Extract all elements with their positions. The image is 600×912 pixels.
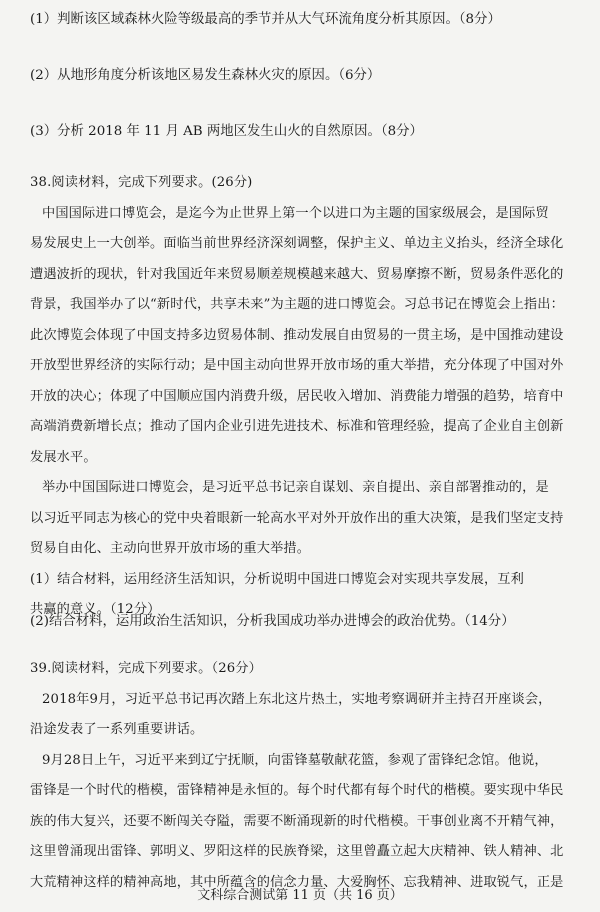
q38-material-line: 贸易自由化、主动向世界开放市场的重大举措。 (30, 541, 311, 556)
q38-material-line: 背景，我国举办了以“新时代，共享未来”为主题的进口博览会。习总书记在博览会上指出： (30, 297, 564, 312)
question-39-heading: 39.阅读材料，完成下列要求。（26分） (30, 661, 262, 676)
q38-material-line: 开放型世界经济的实际行动；是中国主动向世界开放市场的重大举措，充分体现了中国对外 (30, 358, 564, 373)
q38-material-line: 举办中国国际进口博览会，是习近平总书记亲自谋划、亲自提出、亲自部署推动的，是 (42, 480, 549, 495)
page-footer: 文科综合测试第 11 页（共 16 页） (197, 888, 403, 903)
q39-material-line: 沿途发表了一系列重要讲话。 (30, 722, 204, 737)
question-37-1: (1）判断该区域森林火险等级最高的季节并从大气环流角度分析其原因。（8分） (30, 12, 501, 27)
question-38-2: (2)结合材料，运用政治生活知识，分析我国成功举办进博会的政治优势。（14分） (30, 614, 515, 629)
question-38-heading: 38.阅读材料，完成下列要求。(26分) (30, 175, 253, 190)
question-37-3: (3）分析 2018 年 11 月 AB 两地区发生山火的自然原因。（8分） (30, 124, 423, 139)
question-38 (30, 168, 578, 626)
q38-material-line: 发展水平。 (30, 449, 97, 465)
question-39 (30, 654, 578, 898)
q38-material-line: 易发展史上一大创举。面临当前世界经济深刻调整，保护主义、单边主义抬头，经济全球化 (30, 236, 564, 251)
q38-material-line: 此次博览会体现了中国支持多边贸易体制、推动发展自由贸易的一贯主场，是中国推动建设 (30, 327, 564, 343)
q38-material-line: 遭遇波折的现状，针对我国近年来贸易顺差规模越来越大、贸易摩擦不断，贸易条件恶化的 (30, 266, 564, 282)
q38-material-line: 以习近平同志为核心的党中央着眼新一轮高水平对外开放作出的重大决策，是我们坚定支持 (30, 510, 564, 526)
question-37-2: (2）从地形角度分析该地区易发生森林火灾的原因。（6分） (30, 68, 381, 83)
q39-material-line: 9月28日上午，习近平来到辽宁抚顺，向雷锋墓敬献花篮，参观了雷锋纪念馆。他说， (42, 752, 548, 768)
q39-material-line: 族的伟大复兴，还要不断闯关夺隘，需要不断涌现新的时代楷模。干事创业离不开精气神， (30, 813, 564, 829)
q39-material-line: 雷锋是一个时代的楷模，雷锋精神是永恒的。每个时代都有每个时代的楷模。要实现中华民 (30, 783, 564, 798)
q39-material-line: 2018年9月，习近平总书记再次踏上东北这片热土，实地考察调研并主持召开座谈会， (42, 691, 552, 707)
q38-material-line: 高端消费新增长点；推动了国内企业引进先进技术、标准和管理经验，提高了企业自主创新 (30, 419, 564, 434)
q39-material-line: 这里曾涌现出雷锋、郭明义、罗阳这样的民族脊梁，这里曾矗立起大庆精神、铁人精神、北 (30, 844, 564, 859)
q38-material-line: 中国国际进口博览会，是迄今为止世界上第一个以进口为主题的国家级展会，是国际贸 (42, 205, 549, 221)
q39-material-line: 大荒精神这样的精神高地，其中所蕴含的信念力量、大爱胸怀、忘我精神、进取锐气，正是 (30, 874, 564, 890)
question-38-1-cont: 共赢的意义。（12分） (30, 602, 161, 617)
q38-material-line: 开放的决心；体现了中国顺应国内消费升级，居民收入增加、消费能力增强的趋势，培育中 (30, 388, 564, 404)
question-38-1: (1）结合材料，运用经济生活知识，分析说明中国进口博览会对实现共享发展，互利 (30, 571, 524, 587)
